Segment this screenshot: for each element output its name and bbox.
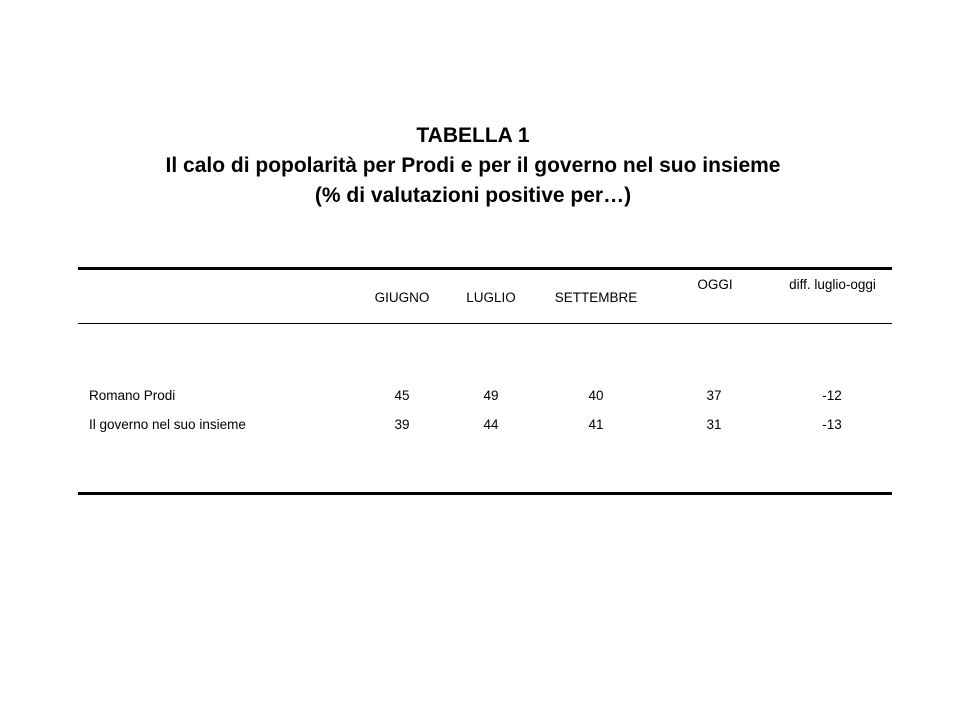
cell-value: 39: [394, 417, 410, 432]
table-number: TABELLA 1: [416, 124, 530, 147]
top-rule: [78, 267, 892, 270]
cell-value: -12: [822, 388, 842, 403]
column-header-luglio: LUGLIO: [466, 290, 516, 305]
cell-value: 40: [588, 388, 604, 403]
table-title: Il calo di popolarità per Prodi e per il governo nel suo insieme: [165, 154, 781, 177]
cell-value: 31: [706, 417, 722, 432]
row-label-governo: Il governo nel suo insieme: [89, 417, 246, 432]
table-title-block: [0, 121, 946, 211]
cell-value: 49: [483, 388, 499, 403]
column-header-giugno: GIUGNO: [374, 290, 430, 305]
bottom-rule: [78, 492, 892, 495]
column-header-diff-luglio-oggi: diff. luglio-oggi: [789, 277, 876, 292]
header-rule: [78, 323, 892, 324]
cell-value: 37: [706, 388, 722, 403]
row-label-romano-prodi: Romano Prodi: [89, 388, 176, 403]
table-subtitle: (% di valutazioni positive per…): [314, 184, 632, 207]
cell-value: 45: [394, 388, 410, 403]
column-header-oggi: OGGI: [697, 277, 733, 292]
cell-value: 41: [588, 417, 604, 432]
column-header-settembre: SETTEMBRE: [554, 290, 638, 305]
cell-value: 44: [483, 417, 499, 432]
cell-value: -13: [822, 417, 842, 432]
